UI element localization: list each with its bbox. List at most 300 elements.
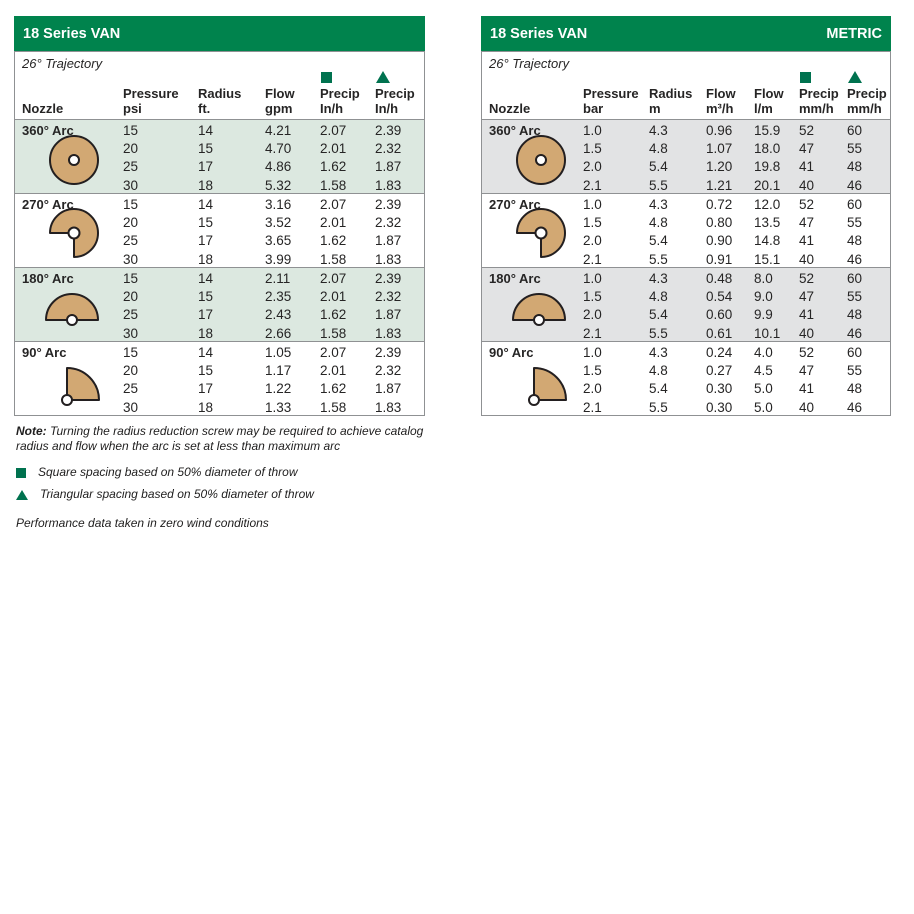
- cell: 2.39: [375, 344, 402, 360]
- header-label: Flow: [265, 86, 295, 101]
- data-rows: [583, 268, 890, 341]
- data-rows: [583, 120, 890, 193]
- data-rows: [583, 342, 890, 415]
- data-rows: [583, 194, 890, 267]
- square-marker-icon: [800, 72, 811, 83]
- cell: 4.0: [754, 344, 773, 360]
- square-marker-icon: [16, 468, 26, 478]
- table-body: [14, 51, 425, 416]
- table-row: [583, 269, 890, 287]
- arc-label: 360° Arc: [489, 123, 541, 138]
- arc-180-icon: [511, 293, 567, 327]
- header-flow-lm: [754, 86, 799, 116]
- cell: 18: [198, 325, 214, 341]
- nozzle-cell: [15, 342, 123, 415]
- table-row: [583, 361, 890, 379]
- cell: 0.90: [706, 233, 733, 249]
- arc-90-icon: [58, 356, 104, 406]
- header-flow: [265, 86, 320, 116]
- cell: 1.5: [583, 289, 602, 305]
- cell: 2.32: [375, 289, 402, 305]
- header-precip-square: [320, 72, 375, 116]
- arc-label: 360° Arc: [22, 123, 74, 138]
- cell: 12.0: [754, 196, 781, 212]
- header-nozzle: [482, 101, 583, 116]
- arc-360-icon: [515, 134, 567, 186]
- header-pressure: [583, 86, 649, 116]
- note-label: Note:: [16, 424, 47, 438]
- cell: 4.70: [265, 141, 292, 157]
- cell: 2.1: [583, 325, 602, 341]
- cell: 46: [847, 399, 863, 415]
- table-row: [583, 380, 890, 398]
- cell: 1.62: [320, 307, 347, 323]
- cell: 1.5: [583, 141, 602, 157]
- cell: 2.11: [265, 270, 291, 286]
- cell: 25: [123, 381, 139, 397]
- cell: 0.61: [706, 325, 733, 341]
- cell: 15: [198, 363, 214, 379]
- cell: 40: [799, 325, 815, 341]
- data-rows: [123, 268, 424, 341]
- cell: 40: [799, 251, 815, 267]
- cell: 1.83: [375, 325, 402, 341]
- cell: 1.0: [583, 344, 602, 360]
- cell: 1.22: [265, 381, 292, 397]
- cell: 48: [847, 159, 863, 175]
- cell: 0.30: [706, 399, 733, 415]
- arc-group-270: [15, 193, 424, 267]
- table-row: [123, 324, 424, 342]
- cell: 41: [799, 381, 815, 397]
- cell: 20: [123, 141, 139, 157]
- cell: 2.01: [320, 289, 347, 305]
- arc-group-360: [482, 119, 890, 193]
- cell: 2.07: [320, 344, 347, 360]
- cell: 0.48: [706, 270, 733, 286]
- cell: 18.0: [754, 141, 781, 157]
- cell: 5.0: [754, 399, 773, 415]
- header-label: Nozzle: [489, 101, 531, 116]
- cell: 3.52: [265, 215, 292, 231]
- cell: 1.17: [265, 363, 292, 379]
- cell: 41: [799, 159, 815, 175]
- table-body: [481, 51, 891, 416]
- arc-label: 180° Arc: [489, 271, 541, 286]
- header-unit: In/h: [375, 101, 399, 116]
- cell: 14: [198, 344, 214, 360]
- arc-group-90: [482, 341, 890, 415]
- cell: 2.39: [375, 122, 402, 138]
- header-precip-square: [799, 72, 847, 116]
- cell: 4.3: [649, 344, 668, 360]
- cell: 2.07: [320, 196, 347, 212]
- cell: 17: [198, 381, 214, 397]
- cell: 2.66: [265, 325, 292, 341]
- cell: 52: [799, 270, 815, 286]
- cell: 15: [198, 141, 214, 157]
- cell: 14: [198, 270, 214, 286]
- cell: 0.72: [706, 196, 733, 212]
- nozzle-cell: [482, 268, 583, 341]
- nozzle-cell: [482, 120, 583, 193]
- cell: 2.01: [320, 215, 347, 231]
- cell: 52: [799, 196, 815, 212]
- square-spacing-note: [16, 465, 424, 480]
- cell: 4.21: [265, 122, 292, 138]
- cell: 4.3: [649, 270, 668, 286]
- cell: 47: [799, 289, 815, 305]
- table-row: [123, 176, 424, 194]
- cell: 2.0: [583, 381, 602, 397]
- cell: 41: [799, 233, 815, 249]
- cell: 5.0: [754, 381, 773, 397]
- cell: 2.0: [583, 307, 602, 323]
- table-row: [583, 324, 890, 342]
- table-row: [123, 158, 424, 176]
- cell: 0.96: [706, 122, 733, 138]
- header-unit: psi: [123, 101, 142, 116]
- cell: 2.0: [583, 159, 602, 175]
- cell: 15: [123, 344, 139, 360]
- cell: 4.3: [649, 122, 668, 138]
- arc-360-icon: [48, 134, 100, 186]
- cell: 1.58: [320, 177, 347, 193]
- table-row: [123, 287, 424, 305]
- arc-270-icon: [515, 207, 567, 259]
- cell: 0.91: [706, 251, 733, 267]
- trajectory-label: 26° Trajectory: [22, 56, 103, 71]
- table-row: [123, 232, 424, 250]
- cell: 19.8: [754, 159, 781, 175]
- table-title-bar: [14, 16, 425, 51]
- header-label: Nozzle: [22, 101, 64, 116]
- header-unit: mm/h: [847, 101, 882, 116]
- performance-table-imperial: [14, 16, 425, 416]
- cell: 40: [799, 177, 815, 193]
- cell: 18: [198, 177, 214, 193]
- cell: 5.4: [649, 159, 668, 175]
- cell: 60: [847, 270, 863, 286]
- cell: 55: [847, 141, 863, 157]
- triangle-marker-icon: [848, 71, 862, 83]
- cell: 4.8: [649, 289, 668, 305]
- cell: 48: [847, 307, 863, 323]
- cell: 47: [799, 215, 815, 231]
- cell: 1.62: [320, 159, 347, 175]
- cell: 5.5: [649, 399, 668, 415]
- cell: 1.87: [375, 159, 402, 175]
- header-unit: m: [649, 101, 661, 116]
- cell: 18: [198, 399, 214, 415]
- cell: 60: [847, 122, 863, 138]
- cell: 46: [847, 325, 863, 341]
- cell: 1.83: [375, 251, 402, 267]
- cell: 14.8: [754, 233, 781, 249]
- cell: 2.32: [375, 363, 402, 379]
- arc-group-180: [482, 267, 890, 341]
- cell: 0.24: [706, 344, 733, 360]
- cell: 1.87: [375, 307, 402, 323]
- cell: 2.01: [320, 363, 347, 379]
- arc-label: 90° Arc: [489, 345, 534, 360]
- header-label: Precip: [799, 86, 839, 101]
- cell: 1.58: [320, 251, 347, 267]
- cell: 1.0: [583, 196, 602, 212]
- arc-group-270: [482, 193, 890, 267]
- cell: 1.83: [375, 177, 402, 193]
- cell: 2.1: [583, 177, 602, 193]
- cell: 3.65: [265, 233, 292, 249]
- header-unit: gpm: [265, 101, 293, 116]
- performance-note: Performance data taken in zero wind conditions: [16, 516, 269, 530]
- cell: 15: [123, 122, 139, 138]
- cell: 10.1: [754, 325, 781, 341]
- header-unit: bar: [583, 101, 604, 116]
- cell: 4.86: [265, 159, 292, 175]
- cell: 46: [847, 251, 863, 267]
- table-row: [583, 139, 890, 157]
- header-radius: [649, 86, 706, 116]
- cell: 47: [799, 141, 815, 157]
- table-row: [123, 361, 424, 379]
- data-rows: [123, 194, 424, 267]
- cell: 5.5: [649, 325, 668, 341]
- cell: 1.62: [320, 233, 347, 249]
- header-label: Radius: [649, 86, 693, 101]
- cell: 1.33: [265, 399, 292, 415]
- cell: 3.16: [265, 196, 292, 212]
- cell: 1.5: [583, 363, 602, 379]
- nozzle-cell: [15, 194, 123, 267]
- cell: 15: [198, 289, 214, 305]
- arc-group-360: [15, 119, 424, 193]
- table-badge-metric: METRIC: [826, 25, 882, 42]
- column-headers: [482, 71, 890, 119]
- cell: 17: [198, 159, 214, 175]
- table-row: [123, 139, 424, 157]
- cell: 3.99: [265, 251, 292, 267]
- cell: 48: [847, 381, 863, 397]
- cell: 2.01: [320, 141, 347, 157]
- cell: 15: [123, 270, 139, 286]
- cell: 47: [799, 363, 815, 379]
- cell: 2.0: [583, 233, 602, 249]
- cell: 1.0: [583, 122, 602, 138]
- cell: 55: [847, 289, 863, 305]
- cell: 2.07: [320, 270, 347, 286]
- cell: 0.80: [706, 215, 733, 231]
- table-row: [583, 195, 890, 213]
- trajectory-label: 26° Trajectory: [489, 56, 570, 71]
- cell: 4.3: [649, 196, 668, 212]
- cell: 30: [123, 399, 139, 415]
- arc-label: 270° Arc: [22, 197, 74, 212]
- performance-table-metric: [481, 16, 891, 416]
- header-unit: In/h: [320, 101, 344, 116]
- triangle-marker-icon: [376, 71, 390, 83]
- table-row: [583, 213, 890, 231]
- table-row: [123, 269, 424, 287]
- cell: 60: [847, 344, 863, 360]
- cell: 9.9: [754, 307, 773, 323]
- cell: 2.32: [375, 141, 402, 157]
- header-unit: m³/h: [706, 101, 734, 116]
- arc-90-icon: [525, 356, 571, 406]
- table-row: [123, 306, 424, 324]
- footnotes: [16, 424, 424, 531]
- header-flow-m3h: [706, 86, 754, 116]
- arc-group-180: [15, 267, 424, 341]
- header-unit: mm/h: [799, 101, 834, 116]
- table-row: [583, 306, 890, 324]
- cell: 9.0: [754, 289, 773, 305]
- cell: 20.1: [754, 177, 781, 193]
- data-rows: [123, 342, 424, 415]
- cell: 1.21: [706, 177, 733, 193]
- cell: 5.4: [649, 307, 668, 323]
- table-row: [583, 343, 890, 361]
- header-label: Pressure: [583, 86, 639, 101]
- cell: 5.5: [649, 177, 668, 193]
- cell: 5.4: [649, 233, 668, 249]
- cell: 25: [123, 307, 139, 323]
- cell: 2.1: [583, 251, 602, 267]
- nozzle-cell: [482, 194, 583, 267]
- cell: 2.43: [265, 307, 292, 323]
- table-row: [583, 232, 890, 250]
- cell: 1.87: [375, 233, 402, 249]
- cell: 2.39: [375, 270, 402, 286]
- cell: 0.30: [706, 381, 733, 397]
- cell: 1.20: [706, 159, 733, 175]
- cell: 5.5: [649, 251, 668, 267]
- header-unit: ft.: [198, 101, 211, 116]
- table-row: [123, 380, 424, 398]
- cell: 52: [799, 122, 815, 138]
- table-row: [123, 121, 424, 139]
- table-row: [583, 176, 890, 194]
- arc-label: 90° Arc: [22, 345, 67, 360]
- header-precip-triangle: [375, 71, 424, 116]
- header-label: Radius: [198, 86, 242, 101]
- triangle-note-text: Triangular spacing based on 50% diameter of throw: [40, 487, 314, 501]
- cell: 13.5: [754, 215, 781, 231]
- cell: 0.60: [706, 307, 733, 323]
- cell: 14: [198, 196, 214, 212]
- cell: 15.9: [754, 122, 781, 138]
- cell: 8.0: [754, 270, 773, 286]
- cell: 2.32: [375, 215, 402, 231]
- table-row: [583, 121, 890, 139]
- cell: 4.5: [754, 363, 773, 379]
- cell: 4.8: [649, 363, 668, 379]
- cell: 20: [123, 289, 139, 305]
- cell: 5.4: [649, 381, 668, 397]
- cell: 60: [847, 196, 863, 212]
- cell: 25: [123, 159, 139, 175]
- arc-group-90: [15, 341, 424, 415]
- cell: 0.27: [706, 363, 733, 379]
- cell: 40: [799, 399, 815, 415]
- nozzle-cell: [15, 268, 123, 341]
- cell: 1.58: [320, 399, 347, 415]
- cell: 1.05: [265, 344, 292, 360]
- nozzle-cell: [482, 342, 583, 415]
- table-row: [123, 195, 424, 213]
- triangle-spacing-note: [16, 487, 424, 502]
- table-row: [583, 250, 890, 268]
- arc-180-icon: [44, 293, 100, 327]
- header-label: Pressure: [123, 86, 179, 101]
- table-row: [583, 287, 890, 305]
- nozzle-cell: [15, 120, 123, 193]
- cell: 55: [847, 215, 863, 231]
- header-unit: l/m: [754, 101, 773, 116]
- cell: 15: [123, 196, 139, 212]
- table-row: [123, 398, 424, 416]
- cell: 48: [847, 233, 863, 249]
- table-title: 18 Series VAN: [490, 25, 588, 42]
- cell: 4.8: [649, 215, 668, 231]
- cell: 1.87: [375, 381, 402, 397]
- cell: 25: [123, 233, 139, 249]
- cell: 1.5: [583, 215, 602, 231]
- square-marker-icon: [321, 72, 332, 83]
- cell: 15.1: [754, 251, 781, 267]
- cell: 2.07: [320, 122, 347, 138]
- header-label: Precip: [320, 86, 360, 101]
- cell: 30: [123, 177, 139, 193]
- header-label: Precip: [847, 86, 887, 101]
- table-row: [123, 343, 424, 361]
- table-row: [123, 250, 424, 268]
- header-radius: [198, 86, 265, 116]
- note-text: Turning the radius reduction screw may be required to achieve catalog radius and flow when the arc is set at less than maximum arc: [16, 424, 424, 453]
- table-row: [583, 158, 890, 176]
- cell: 30: [123, 325, 139, 341]
- cell: 46: [847, 177, 863, 193]
- cell: 1.83: [375, 399, 402, 415]
- cell: 15: [198, 215, 214, 231]
- table-title-bar: [481, 16, 891, 51]
- cell: 1.62: [320, 381, 347, 397]
- header-label: Flow: [754, 86, 784, 101]
- cell: 14: [198, 122, 214, 138]
- header-pressure: [123, 86, 198, 116]
- cell: 4.8: [649, 141, 668, 157]
- cell: 0.54: [706, 289, 733, 305]
- arc-label: 270° Arc: [489, 197, 541, 212]
- cell: 20: [123, 363, 139, 379]
- cell: 1.58: [320, 325, 347, 341]
- table-row: [123, 213, 424, 231]
- cell: 17: [198, 307, 214, 323]
- cell: 41: [799, 307, 815, 323]
- cell: 18: [198, 251, 214, 267]
- arc-label: 180° Arc: [22, 271, 74, 286]
- cell: 1.0: [583, 270, 602, 286]
- radius-reduction-note: [16, 424, 424, 454]
- cell: 17: [198, 233, 214, 249]
- data-rows: [123, 120, 424, 193]
- triangle-marker-icon: [16, 490, 28, 500]
- cell: 2.39: [375, 196, 402, 212]
- cell: 2.1: [583, 399, 602, 415]
- arc-270-icon: [48, 207, 100, 259]
- header-nozzle: [15, 101, 123, 116]
- table-title: 18 Series VAN: [23, 25, 121, 42]
